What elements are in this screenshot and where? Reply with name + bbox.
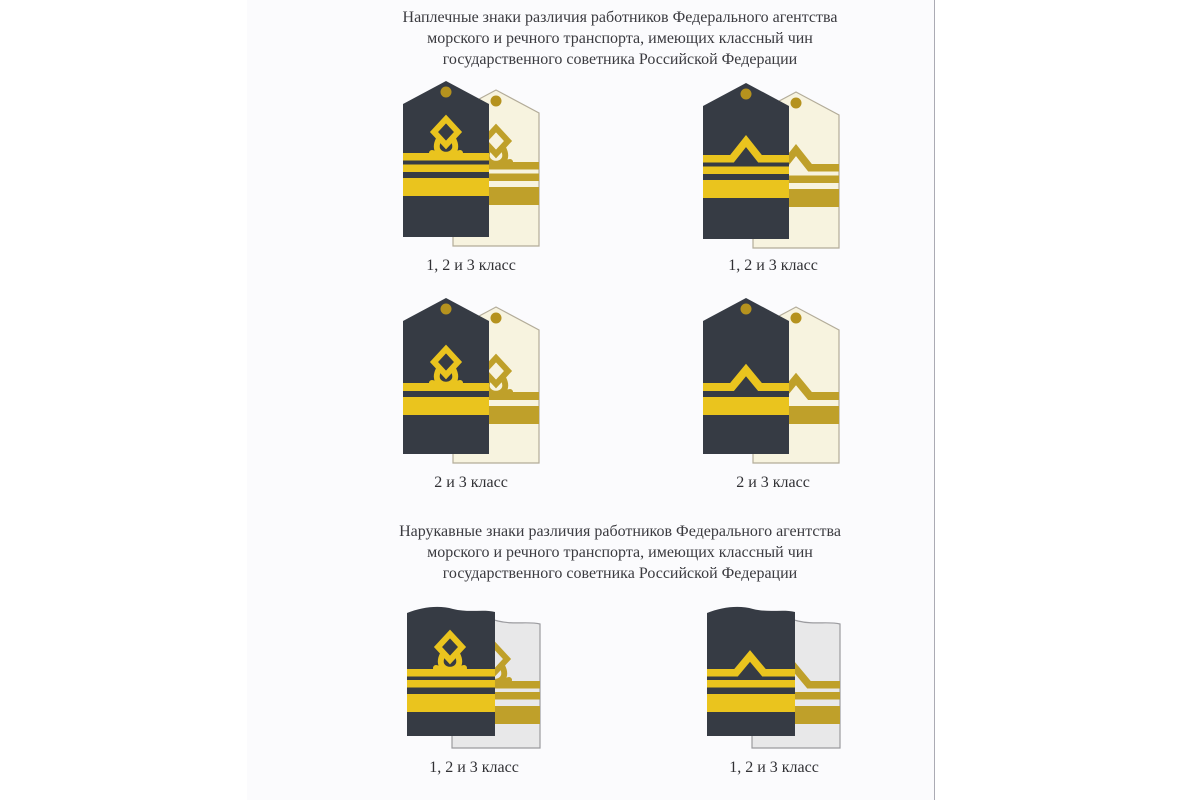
button-icon bbox=[791, 313, 802, 324]
button-icon bbox=[791, 98, 802, 109]
title-line: морского и речного транспорта, имеющих классный чин bbox=[427, 544, 813, 561]
gold-stripe bbox=[707, 694, 795, 712]
gold-stripe bbox=[407, 694, 495, 712]
shoulder-chevron-class123-image bbox=[703, 83, 841, 250]
figure-caption: 1, 2 и 3 класс bbox=[426, 257, 516, 274]
button-icon bbox=[491, 313, 502, 324]
shoulder-rope-knot-class23-image bbox=[403, 298, 541, 465]
gold-stripe bbox=[703, 167, 789, 175]
gold-stripe bbox=[403, 178, 489, 196]
shoulder-rope-knot-class123-image bbox=[403, 81, 541, 248]
title-line: государственного советника Российской Федерации bbox=[442, 565, 798, 582]
figure-caption: 1, 2 и 3 класс bbox=[429, 759, 519, 776]
title-line: Наплечные знаки различия работников Федерального агентства bbox=[402, 9, 838, 26]
sleeve-rope-knot-class123-image bbox=[407, 604, 542, 750]
figure-shoulder-rope-knot-class23 bbox=[403, 298, 541, 470]
figure-sleeve-rope-knot-class123 bbox=[407, 604, 542, 755]
gold-stripe bbox=[703, 397, 789, 415]
shoulder-chevron-class23-image bbox=[703, 298, 841, 465]
figure-shoulder-chevron-class123 bbox=[703, 83, 841, 255]
sleeve-chevron-class123-image bbox=[707, 604, 842, 750]
gold-stripe bbox=[403, 165, 489, 173]
figure-caption: 2 и 3 класс bbox=[434, 474, 508, 491]
gold-stripe bbox=[407, 680, 495, 688]
figure-caption: 1, 2 и 3 класс bbox=[729, 759, 819, 776]
figure-caption: 1, 2 и 3 класс bbox=[728, 257, 818, 274]
figure-shoulder-chevron-class23 bbox=[703, 298, 841, 470]
button-icon bbox=[441, 304, 452, 315]
figure-sleeve-chevron-class123 bbox=[707, 604, 842, 755]
title-line: морского и речного транспорта, имеющих классный чин bbox=[427, 30, 813, 47]
figure-caption: 2 и 3 класс bbox=[736, 474, 810, 491]
gold-stripe bbox=[403, 397, 489, 415]
button-icon bbox=[491, 96, 502, 107]
title-line: государственного советника Российской Федерации bbox=[442, 51, 798, 68]
button-icon bbox=[741, 304, 752, 315]
section-title-sleeve-insignia bbox=[340, 521, 900, 584]
gold-stripe bbox=[707, 680, 795, 688]
button-icon bbox=[741, 89, 752, 100]
section-title-shoulder-insignia bbox=[340, 7, 900, 70]
gold-stripe bbox=[703, 180, 789, 198]
button-icon bbox=[441, 87, 452, 98]
title-line: Нарукавные знаки различия работников Федерального агентства bbox=[399, 523, 841, 540]
figure-shoulder-rope-knot-class123 bbox=[403, 81, 541, 253]
